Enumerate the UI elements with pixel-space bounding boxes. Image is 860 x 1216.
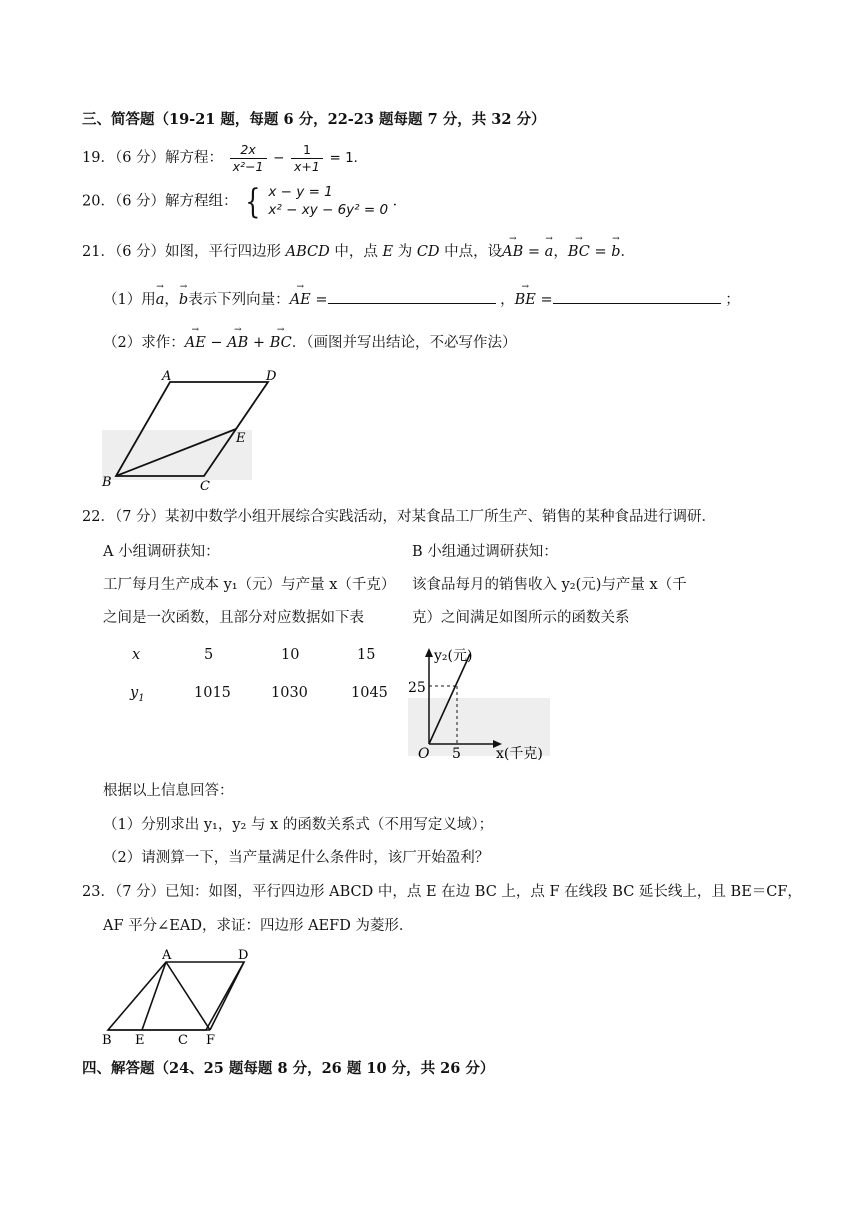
question-20: 20．（6 分）解方程组： { x − y = 1 x² − xy − 6y² = 0 ． bbox=[82, 181, 408, 222]
answer-blank-ae[interactable] bbox=[328, 289, 496, 304]
question-21-part-1: （1）用→ a，→ b表示下列向量：→ AE = ，→ BE = ； bbox=[103, 289, 740, 309]
label-c: C bbox=[178, 1033, 188, 1048]
table-cell: 10 bbox=[281, 647, 300, 663]
label-a: A bbox=[162, 948, 172, 963]
label-a: A bbox=[162, 369, 172, 384]
group-b-line-2: 克）之间满足如图所示的函数关系 bbox=[412, 610, 630, 626]
q19-fraction-1: $\frac{2x}{\text{x²−1}}$ bbox=[230, 142, 267, 174]
segment-af bbox=[166, 962, 210, 1030]
answer-blank-be[interactable] bbox=[553, 289, 721, 304]
segment-ae bbox=[142, 962, 166, 1030]
x-tick-label: 5 bbox=[452, 746, 461, 762]
question-22-stem: 22．（7 分）某初中数学小组开展综合实践活动，对某食品工厂所生产、销售的某种食品进行调研． bbox=[82, 509, 717, 525]
parallelogram-abcd bbox=[108, 962, 244, 1030]
group-b-title: B 小组通过调研获知： bbox=[412, 544, 558, 560]
label-d: D bbox=[266, 369, 277, 384]
table-cell: 1015 bbox=[194, 685, 231, 701]
table-cell: 5 bbox=[204, 647, 214, 663]
question-21-part-2: （2）求作：→ AE − → AB + → BC．（画图并写出结论，不必写作法） bbox=[103, 334, 516, 352]
y-axis-label: y₂(元) bbox=[434, 648, 473, 664]
group-a-title: A 小组调研获知： bbox=[103, 544, 220, 560]
answer-intro: 根据以上信息回答： bbox=[103, 783, 234, 799]
question-22-part-2: （2）请测算一下，当产量满足什么条件时，该厂开始盈利？ bbox=[103, 850, 490, 866]
label-c: C bbox=[200, 479, 210, 494]
x-axis-label: x(千克) bbox=[496, 746, 543, 762]
label-d: D bbox=[238, 948, 249, 963]
origin-label: O bbox=[418, 746, 430, 762]
y-axis-arrow bbox=[425, 648, 433, 657]
q21-parallelogram-figure bbox=[98, 364, 288, 494]
equation-system-brace: { bbox=[245, 181, 261, 222]
equation-system: x − y = 1 x² − xy − 6y² = 0 bbox=[268, 184, 389, 218]
group-a-line-2: 之间是一次函数，且部分对应数据如下表 bbox=[103, 610, 364, 626]
q20-prefix: 20．（6 分）解方程组： bbox=[82, 193, 238, 210]
table-cell: 1030 bbox=[271, 685, 308, 701]
y-tick-label: 25 bbox=[408, 680, 426, 696]
group-b-line-1: 该食品每月的销售收入 y₂(元)与产量 x（千 bbox=[412, 577, 687, 593]
revenue-graph bbox=[404, 640, 556, 762]
label-e: E bbox=[236, 431, 246, 446]
label-b: B bbox=[102, 475, 112, 490]
group-a-line-1: 工厂每月生产成本 y₁（元）与产量 x（千克） bbox=[103, 577, 396, 593]
table-row-label: x bbox=[132, 647, 141, 663]
q19-prefix: 19．（6 分）解方程： bbox=[82, 150, 224, 167]
table-cell: 1045 bbox=[351, 685, 388, 701]
section-4-title: 四、解答题（24、25 题每题 8 分，26 题 10 分，共 26 分） bbox=[82, 1060, 495, 1077]
label-f: F bbox=[206, 1033, 216, 1048]
table-cell: 15 bbox=[357, 647, 376, 663]
table-row-label: $y_1$ bbox=[130, 685, 145, 704]
segment-df bbox=[210, 962, 244, 1030]
q23-parallelogram-figure bbox=[98, 944, 260, 1048]
label-e: E bbox=[135, 1033, 145, 1048]
question-22-part-1: （1）分别求出 y₁，y₂ 与 x 的函数关系式（不用写定义域）； bbox=[103, 817, 494, 833]
question-19: 19．（6 分）解方程： $\frac{2x}{\text{x²−1}}$ − $\frac{1}{x+1}$ = 1． bbox=[82, 142, 368, 174]
question-23-line-1: 23．（7 分）已知：如图，平行四边形 ABCD 中，点 E 在边 BC 上，点 F 在线段 BC 延长线上，且 BE＝CF， bbox=[82, 884, 802, 900]
section-3-title: 三、简答题（19-21 题，每题 6 分，22-23 题每题 7 分，共 32 分） bbox=[82, 111, 546, 128]
question-23-line-2: AF 平分∠EAD，求证：四边形 AEFD 为菱形． bbox=[103, 918, 414, 934]
q19-fraction-2: $\frac{1}{x+1}$ bbox=[291, 142, 323, 174]
label-b: B bbox=[102, 1033, 112, 1048]
question-21-stem: 21．（6 分）如图，平行四边形 ABCD 中，点 E 为 CD 中点，设→ AB = → a，→ BC = → b． bbox=[82, 243, 635, 261]
